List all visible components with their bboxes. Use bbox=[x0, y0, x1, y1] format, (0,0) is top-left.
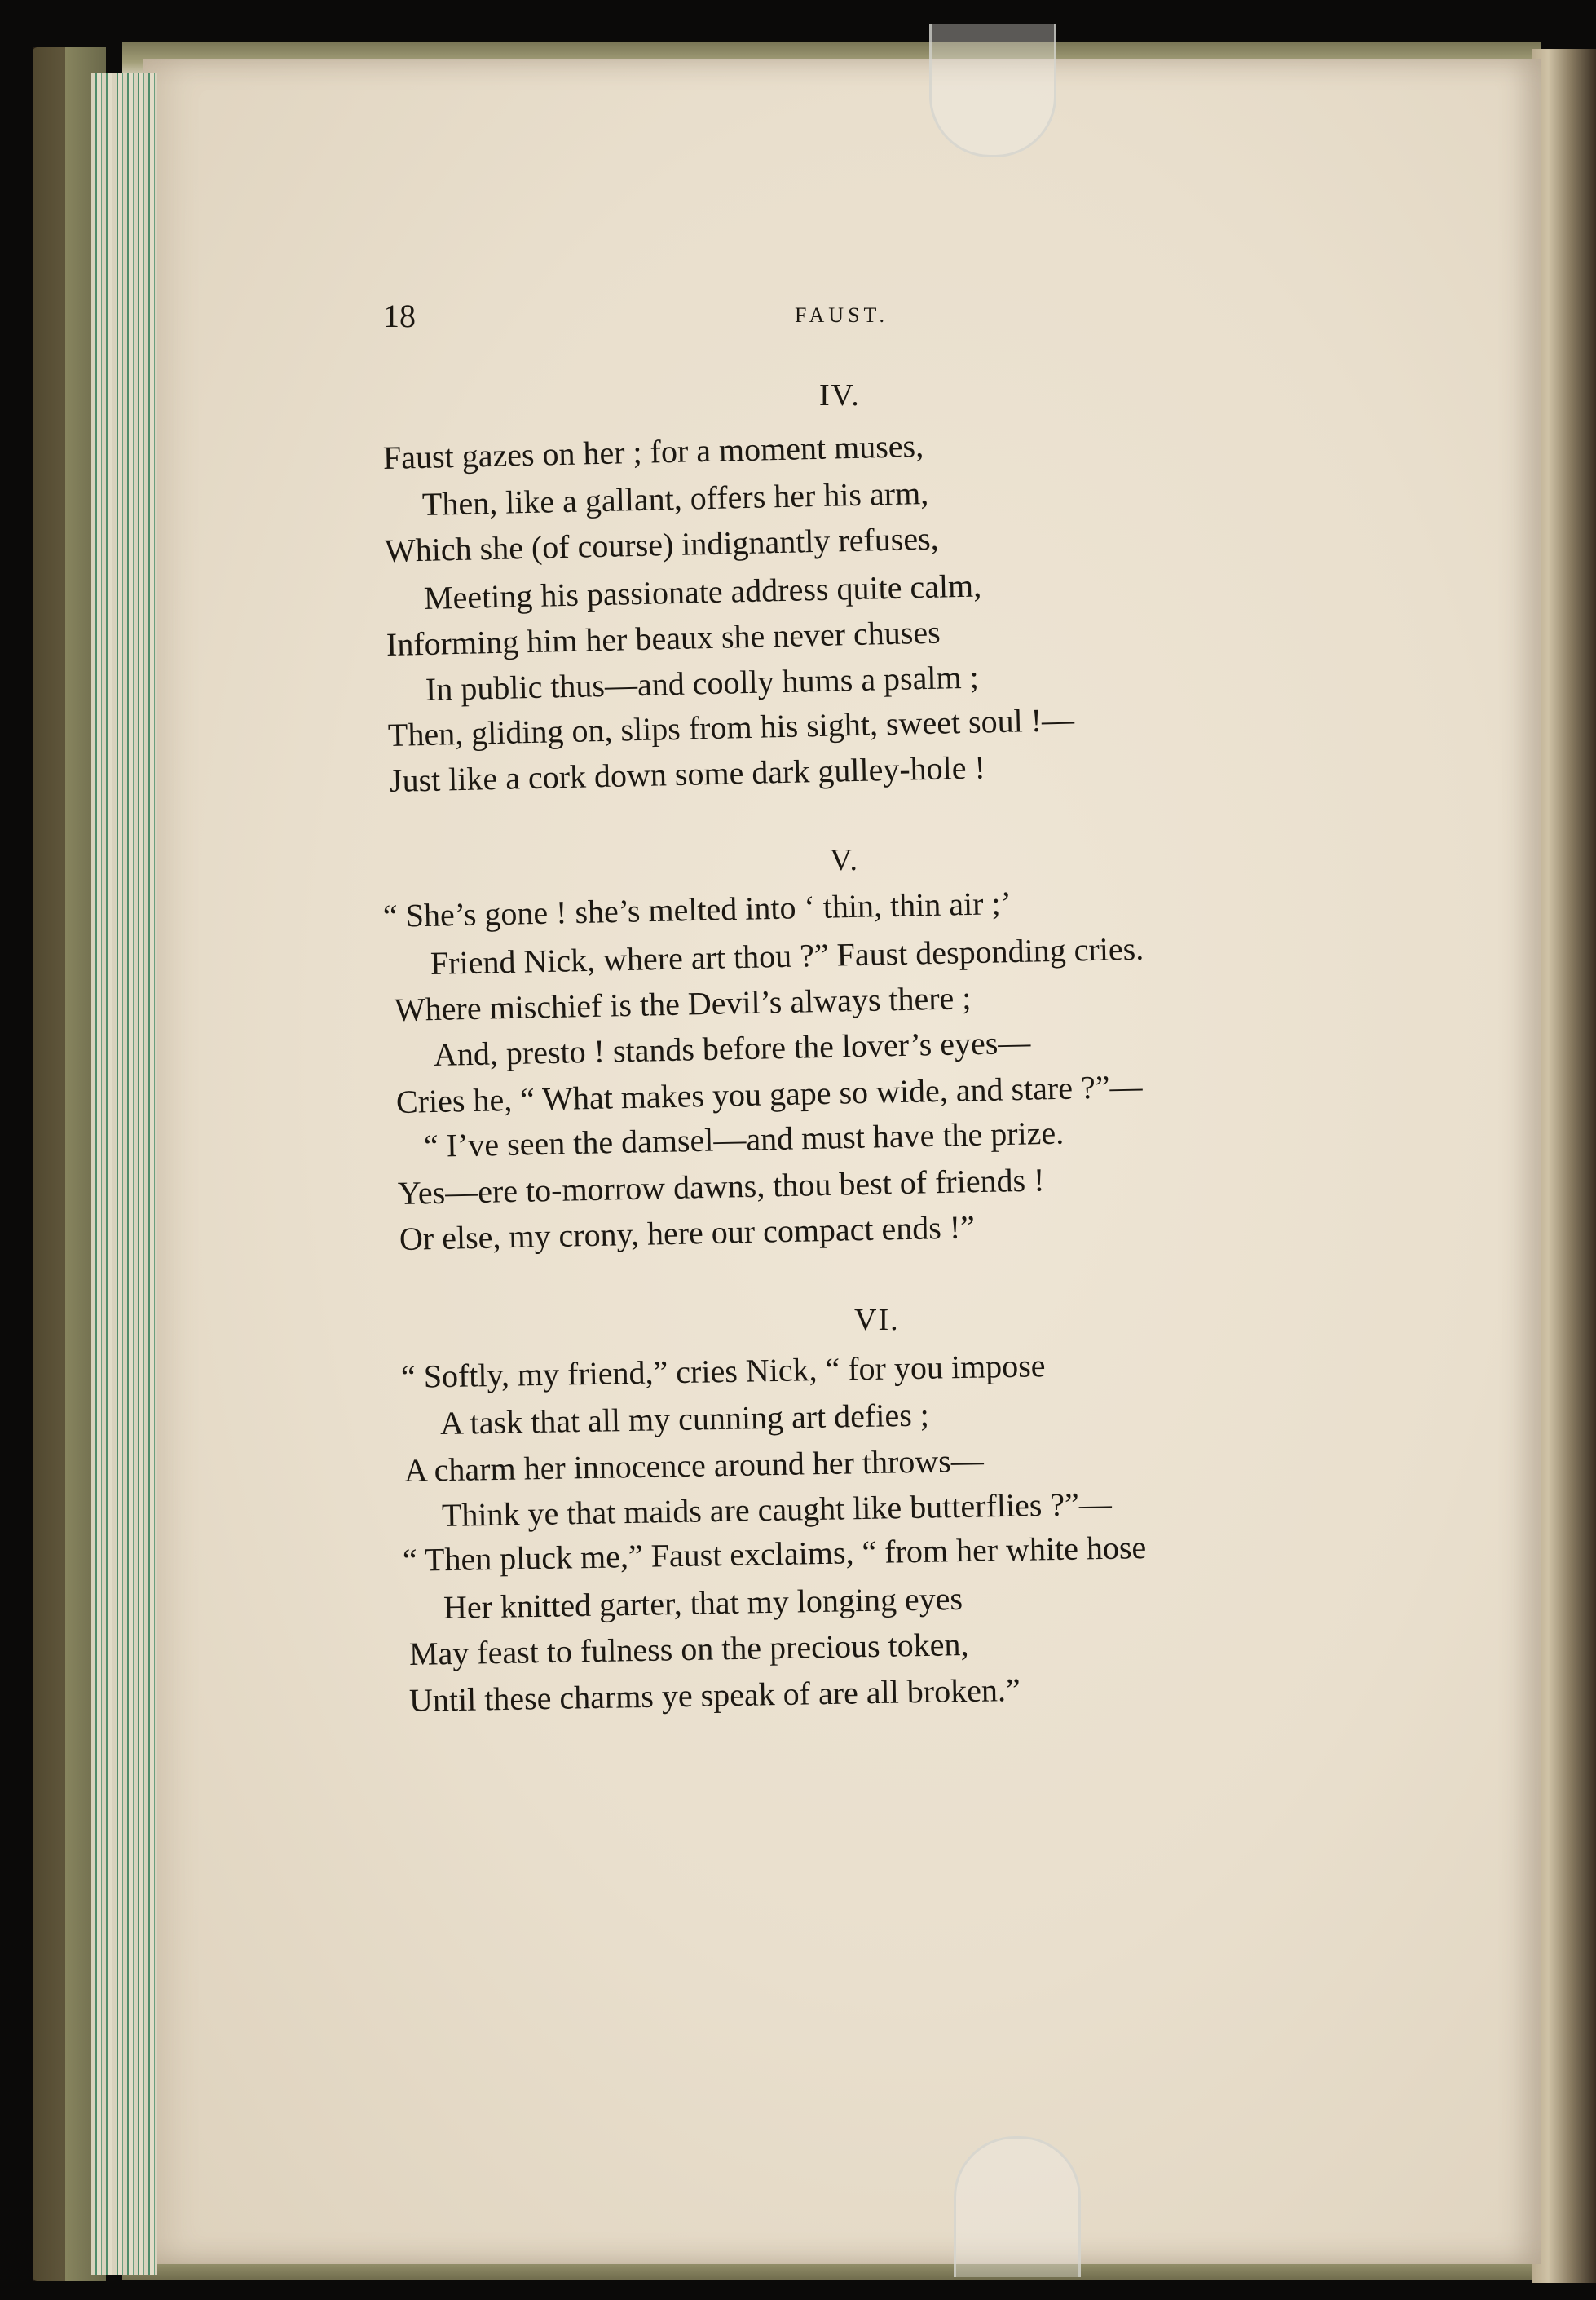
verse-line: And, presto ! stands before the lover’s eyes— bbox=[433, 1023, 1031, 1073]
verse-line: Where mischief is the Devil’s always there ; bbox=[394, 979, 972, 1028]
verse-line: Then, like a gallant, offers her his arm, bbox=[421, 474, 929, 523]
verse-line: Informing him her beaux she never chuses bbox=[386, 613, 941, 663]
cover-board-shadow bbox=[33, 47, 65, 2281]
verse-line: Or else, my crony, here our compact ends !” bbox=[399, 1208, 976, 1257]
verse-line: Think ye that maids are caught like butterflies ?”— bbox=[441, 1485, 1113, 1534]
verse-line: Which she (of course) indignantly refuses, bbox=[384, 519, 940, 569]
stanza-number: V. bbox=[830, 843, 860, 877]
top-clip bbox=[929, 24, 1056, 157]
verse-line: A task that all my cunning art defies ; bbox=[439, 1396, 930, 1441]
verse-line: Then, gliding on, slips from his sight, sweet soul !— bbox=[387, 700, 1075, 753]
verse-line: In public thus—and coolly hums a psalm ; bbox=[425, 658, 980, 708]
verse-line: “ Softly, my friend,” cries Nick, “ for you impose bbox=[400, 1347, 1046, 1395]
verse-line: “ Then pluck me,” Faust exclaims, “ from her white hose bbox=[402, 1529, 1147, 1578]
page-number: 18 bbox=[383, 298, 416, 334]
stanza-number: IV. bbox=[819, 378, 861, 413]
verse-line: Faust gazes on her ; for a moment muses, bbox=[382, 426, 924, 476]
gutter-edge bbox=[1532, 49, 1596, 2283]
stanza-number: VI. bbox=[854, 1303, 900, 1337]
verse-line: “ I’ve seen the damsel—and must have the prize. bbox=[423, 1114, 1065, 1164]
verse-line: A charm her innocence around her throws— bbox=[403, 1441, 985, 1489]
verse-line: Meeting his passionate address quite calm, bbox=[423, 567, 982, 616]
running-head: FAUST. bbox=[795, 303, 888, 327]
bottom-clip bbox=[954, 2136, 1081, 2277]
verse-line: Yes—ere to-morrow dawns, thou best of friends ! bbox=[397, 1161, 1045, 1212]
verse-line: May feast to fulness on the precious token, bbox=[408, 1626, 969, 1672]
verse-line: Cries he, “ What makes you gape so wide, and stare ?”— bbox=[395, 1067, 1143, 1120]
verse-line: “ She’s gone ! she’s melted into ‘ thin, thin air ;’ bbox=[382, 884, 1012, 934]
page-fore-edge bbox=[91, 73, 157, 2275]
verse-line: Just like a cork down some dark gulley-hole ! bbox=[389, 748, 986, 799]
verse-line: Until these charms ye speak of are all broken.” bbox=[408, 1671, 1021, 1719]
verse-line: Friend Nick, where art thou ?” Faust desponding cries. bbox=[430, 929, 1144, 982]
verse-line: Her knitted garter, that my longing eyes bbox=[443, 1579, 963, 1626]
